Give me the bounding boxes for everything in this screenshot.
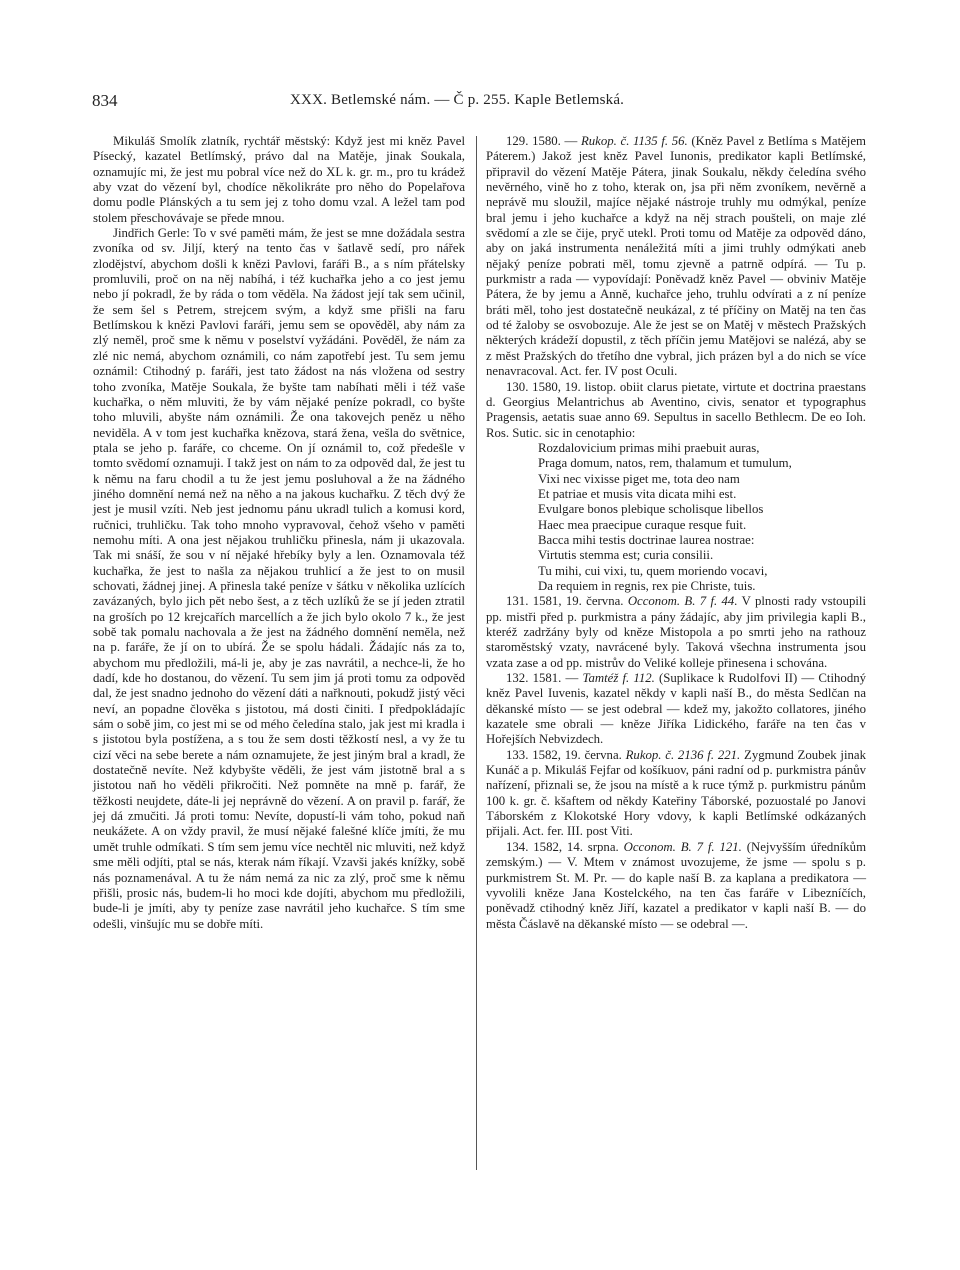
entry-text: Zygmund Zoubek jinak Kunáč a p. Mikuláš Fejfar od košíkuov, páni radní od p. purkmistra pánův nařízení, přiznali se, že jsou na místě a k ruce týmž p. purkmistru pánům 100 k. gr. č. kšaftem od někdy Kateřiny Táborské, pozuostalé po Janovi Táborském z Klokotské Hory vdovy, k kapli Betlímské odkázaných přijali. Act. fer. III. post Viti. bbox=[486, 747, 867, 839]
entry-133 bbox=[486, 748, 866, 840]
paragraph-smolik: Mikuláš Smolík zlatník, rychtář městský: Když jest mi kněz Pavel Písecký, kazatel Betlímský, právo dal na Matěje, jinak Soukala, oznamujíc mi, že jest mu pobral více než do XL k. gr. m., pro tu krádež aby vzat do vězení byl, chodíce několikráte pro něho do Popelařova domu podle Plánských a tu sem jej z toho domu vzal. A ležel tam pod stolem přeschovávaje se přede mnou. bbox=[93, 134, 465, 225]
poem-line: Et patriae et musis vita dicata mihi est. bbox=[538, 486, 737, 501]
entry-number: 130. bbox=[506, 379, 529, 394]
column-divider bbox=[476, 136, 477, 1170]
poem-line: Haec mea praecipue curaque resque fuit. bbox=[538, 517, 747, 532]
entry-number: 132. bbox=[506, 671, 529, 686]
entry-source: Occonom. B. 7 f. 44. bbox=[627, 594, 738, 609]
epitaph-poem bbox=[538, 441, 866, 594]
entry-number: 131. bbox=[506, 594, 529, 609]
entry-129 bbox=[486, 134, 866, 380]
entry-text: V plnosti rady vstoupili pp. mistři před p. purkmistra a pány žádajíc, aby jim privilegia kapli B., kteréž zadržány byly od kněze Mistopola a po smrti jeho na rathouz staroměstský vzaty, navrácené byly. Taková všechna instrumenta jsou vzata zase a od pp. mistrův do Veliké kolleje přinesena i schována. bbox=[486, 594, 867, 670]
poem-line: Tu mihi, cui vixi, tu, quem moriendo vocavi, bbox=[538, 563, 768, 578]
entry-date: 1582, 14. srpna. bbox=[533, 839, 619, 854]
entry-year: 1580. bbox=[532, 134, 561, 148]
entry-text: (Suplikace k Rudolfovi II) — Ctihodný kněz Pavel Iuvenis, kazatel někdy v kapli naší B., do města Sedlčan na děkanské místo — se jest odebral — kdež my, jakožto collatores, jiného kazatele sme obrali — kněze Jiříka Lidického, faráře na ten čas v Hořejších Nebvizdech. bbox=[486, 671, 867, 747]
entry-number: 133. bbox=[506, 747, 529, 762]
entry-text: 1580, 19. listop. obiit clarus pietate, virtute et doctrina praestans d. Georgius Melantrichus ab Aventino, civis, senator et typographus Pragensis, aetatis suae anno 69. Sepultus in sacello Bethlecm. De eo Ioh. Ros. Sutic. sic in cenotaphio: bbox=[486, 379, 866, 440]
entry-text: (Kněz Pavel z Betlíma s Matějem Páterem.) Jakož jest kněz Pavel Iunonis, predikator kapli Betlímské, připravil do vězení Matěje Pátera, jinak Soukalu, někdy čeledína svého nevěrného, vině ho z toho, kterak on, jsa při něm zvoníkem, nevěrně a neprávě mu sloužil, majíce nějaké nástroje truhly mu odmýkal, peníze bral jemu i jeho kuchařce a když na něj strach poušteli, on maje zlé svědomí a zle se čije, pryč utekl. Proti tomu od Matěje za odpověd dáno, aby on jaká instrumenta nenáležitá míti a jimi truhly odmýkati aneb nějaký peníze pobrati měl, tomu zjevně a patrně odpírá. — Tu p. purkmistr a rada — vypovídají: Poněvadž kněz Pavel — obviniv Matěje Pátera, že by jemu a Anně, kuchařce jeho, truhlu odvírati a z ní peníze bráti měl, toho jest dostatečně neukázal, z té příčiny on Matěj na ten čas od té žaloby se osvobozuje. Ale že jest se on Matěj v městech Pražských některých krádeží dopustil, z těch příčin jemu Matějovi se nalézá, aby se z měst Pražských do třetího dne vybral, jich prázen byl a do nich se více nenavracoval. Act. fer. IV post Oculi. bbox=[486, 134, 866, 379]
entry-dash: — bbox=[564, 134, 578, 148]
entry-source: Rukop. č. 2136 f. 221. bbox=[625, 747, 741, 762]
poem-line: Bacca mihi testis doctrinae laurea nostrae: bbox=[538, 532, 755, 547]
entry-130 bbox=[486, 380, 866, 441]
entry-year: 1581. bbox=[532, 671, 562, 686]
left-column bbox=[93, 134, 465, 932]
poem-line: Rozdalovicium primas mihi praebuit auras, bbox=[538, 440, 760, 455]
entry-date: 1582, 19. června. bbox=[532, 747, 622, 762]
poem-line: Vixi nec vixisse piget me, tota deo nam bbox=[538, 471, 740, 486]
entry-dash: — bbox=[565, 671, 579, 686]
poem-line: Evulgare bonos plebique scholisque libellos bbox=[538, 502, 764, 517]
poem-line: Virtutis stemma est; curia consilii. bbox=[538, 548, 714, 563]
paragraph-gerle: Jindřich Gerle: To v své paměti mám, že jest se mne dožádala sestra zvoníka od sv. Jiljí, který na tento čas v šatlavě sedí, pro nářek zlodějství, abychom došli k knězi Pavlovi, faráři B., a s ním přátelsky promluvili, proč on na něj nabíhá, i též kuchařka jeho a co jest jemu nebo jí pokradl, že by ráda o tom věděla. Na žádost její tak sem učinil, že sem šel s Petrem, strejcem svým, a když sme přišli na faru Betlímskou k knězi Pavlovi faráři, jemu sem se opověděl, aby nám za zlý neměl, proč sme k němu v poselství vyžádáni. Pověděl, že nám za zlé nic nemá, abychom oznámili, co nám zapotřebí jest. Tu sem jemu oznámil: Ctihodný p. faráři, jest tato žádost na nás vložena od sestry toho zvoníka, Matěje Soukala, že byšte tam nabíhati měli i též vaše kuchařka, o něm mluviti, že by vám nějaké peníze pokradl, co byšte toho mluvili, abyšte nám oznámili. Že ona takovejch peněz u něho neviděla. A v tom jest kuchařka knězova, stará žena, vešla do světnice, ptala se jeho p. faráře, co chceme. On jí oznámil to, což předešle v tomto svědomí oznamuji. I takž jest on nám to za odpověd dal, že jest tu k němu na faru chodil a tu že jest jemu posluhoval a že na žádného jiného domnění nemá než na něho a na jakous kuchařku. Z těch dvý že jest je musil vzíti. Neb jest jednomu pánu ukradl tulich a komusi kord, ručnici, truhličku. Tak toho mnoho vypravoval, čehož všeho v paměti nemohu míti. A ona jest nějakou truhličku přinesla, nám ji ukazovala. Tak mi snáší, že sou v ní nějaké hřebíky byly a len. Oznamovala též kuchařka, že jest to našla za nějakou truhlicí a že jest to on musil schovati, žádnej jinej. A přinesla také peníze v šátku v několika uzlících zavázaných, bylo jich pět nebo šest, a z těch uzlíků že se jí jeden ztratil na groších po 12 krejcařích marcellích a že jich bylo okolo 7 k., že jest sobě tak pomalu nachovala a že jest na žádného domnění neměla, než na p. faráře, že jí on to ubírá. Že se spolu hádali. Žádajíc nás za to, abychom mu předložili, má-li je, aby je zas navrátil, a nechce-li, že ho dadí, kde ho dostanou, do vězení. Tu sem jim já proti tomu za odpověd dal, že jest snadno jednoho do vězení dáti a nařknouti, pokudž jistý věci neví, an popadne člověka s jistotou, má dosti činiti. I předpokládajíc sám o sobě jim, co jest mi se od mého čeledína stalo, jak jest mi kradla i s jistotou byla postížena, a s tou že sem dosti těžkostí nesl, a vy že tu cizí věci na sebe berete a nám oznamujete, že jest jiným bral a kradl, že dostatečně nevíte. Než kdybyšte věděli, že jest vám jistotně bral a s jistotou naň ho věděli přikročiti. Než pomněte na mně p. farář, že těžkosti neujdete, dáte-li jej neprávně do vězení. A on pravil p. farář, že jej dá zmučiti. Já proti tomu: Nevíte, dopustí-li vám toho, pokud naň neukážete. A on vždy pravil, že musí nějaké falešné klíče jmíti, že mu umět truhle odmíkati. S tím sem jemu více nechtěl nic mluviti, než když sme měli odjíti, ptal se nás, kterak nám říkají. Vzavši jakés knížky, sobě nás poznamenával. A tu že nám nemá za nic za zlý, proč sme k němu přišli, prosic nás, budem-li ho moci kde dojíti, abychom mu předložili, bude-li je jmíti, aby ty peníze zase navrátil jeho kuchařce. S tím sme odešli, vinšujíc mu se dobře míti. bbox=[93, 226, 465, 931]
entry-number: 129. bbox=[506, 134, 529, 148]
running-title: XXX. Betlemské nám. — Č p. 255. Kaple Betlemská. bbox=[290, 92, 625, 108]
entry-source: Occonom. B. 7 f. 121. bbox=[623, 839, 742, 854]
entry-134 bbox=[486, 840, 866, 932]
entry-date: 1581, 19. června. bbox=[532, 594, 624, 609]
entry-number: 134. bbox=[506, 839, 529, 854]
entry-source: Tamtéž f. 112. bbox=[582, 671, 655, 686]
right-column bbox=[486, 134, 866, 932]
entry-131 bbox=[486, 594, 866, 671]
entry-132 bbox=[486, 671, 866, 748]
page-number: 834 bbox=[92, 91, 118, 110]
entry-source: Rukop. č. 1135 f. 56. bbox=[580, 134, 688, 148]
poem-line: Da requiem in regnis, rex pie Christe, tuis. bbox=[538, 578, 756, 593]
poem-line: Praga domum, natos, rem, thalamum et tumulum, bbox=[538, 456, 792, 471]
entry-text: (Nejvyšším úředníkům zemským.) — V. Mtem v známost uvozujeme, že jsme — spolu s p. purkmistrem St. M. Pr. — do kaple naší B. za kaplana a predikatora — vyvolili kněze Jana Kostelckého, na ten čas faráře v Libezníčích, poněvadž ctihodný kněz Jiří, kazatel a predikator v kapli naší B. — do města Čáslavě na děkanské místo — se odebral —. bbox=[486, 839, 867, 931]
